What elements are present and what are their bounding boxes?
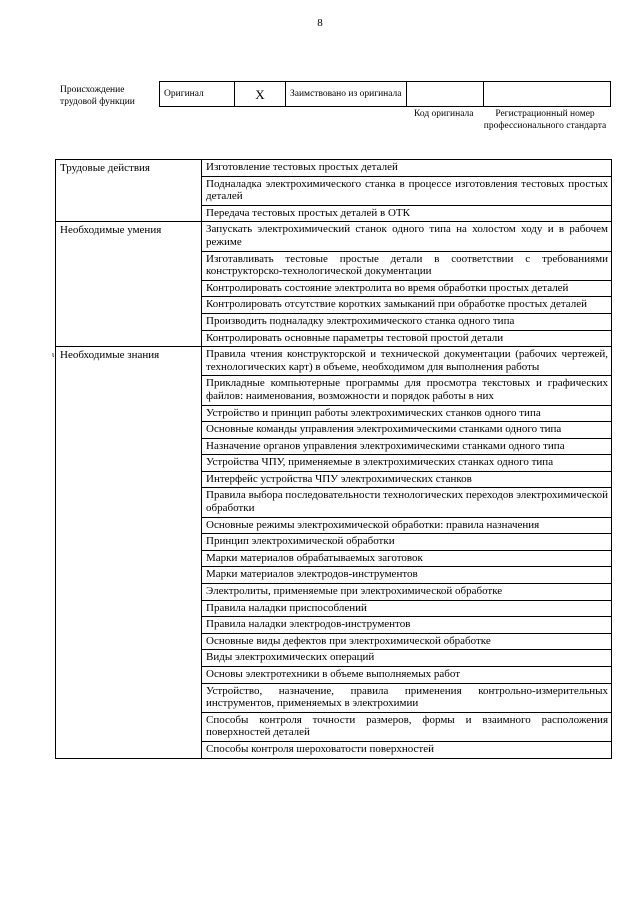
item-cell: Правила наладки приспособлений xyxy=(202,600,612,617)
table-row xyxy=(56,347,612,376)
item-cell: Изготавливать тестовые простые детали в соответствии с требованиями конструкторско-технологической документации xyxy=(202,251,612,280)
item-cell: Интерфейс устройства ЧПУ электрохимических станков xyxy=(202,471,612,488)
item-cell: Марки материалов обрабатываемых заготовок xyxy=(202,550,612,567)
labor-function-table xyxy=(55,159,612,759)
page-number: 8 xyxy=(317,17,323,29)
item-cell: Подналадка электрохимического станка в процессе изготовления тестовых простых деталей xyxy=(202,176,612,205)
borrowed-cell: Заимствовано из оригинала xyxy=(286,82,407,107)
item-cell: Контролировать состояние электролита во время обработки простых деталей xyxy=(202,280,612,297)
reg-number-cell xyxy=(484,82,611,107)
item-cell: Основные режимы электрохимической обработки: правила назначения xyxy=(202,517,612,534)
item-cell: Запускать электрохимический станок одного типа на холостом ходу и в рабочем режиме xyxy=(202,222,612,251)
code-caption: Код оригинала xyxy=(414,109,474,119)
origin-label: Происхождение трудовой функции xyxy=(60,85,135,107)
code-cell xyxy=(407,82,484,107)
item-cell: Принцип электрохимической обработки xyxy=(202,534,612,551)
item-cell: Назначение органов управления электрохимическими станками одного типа xyxy=(202,438,612,455)
item-cell: Прикладные компьютерные программы для просмотра текстовых и графических файлов: наименования, возможности и порядок работы в них xyxy=(202,376,612,405)
item-cell: Основные команды управления электрохимическими станками одного типа xyxy=(202,422,612,439)
category-cell: Трудовые действия xyxy=(56,160,202,222)
reg-number-caption: Регистрационный номер профессионального стандарта xyxy=(483,109,607,131)
category-cell: Необходимые умения xyxy=(56,222,202,347)
item-cell: Устройство и принцип работы электрохимических станков одного типа xyxy=(202,405,612,422)
item-cell: Способы контроля точности размеров, формы и взаимного расположения поверхностей деталей xyxy=(202,712,612,741)
item-cell: Марки материалов электродов-инструментов xyxy=(202,567,612,584)
table-row xyxy=(56,160,612,177)
item-cell: Изготовление тестовых простых деталей xyxy=(202,160,612,177)
margin-mark: ι xyxy=(52,350,55,359)
item-cell: Основные виды дефектов при электрохимической обработке xyxy=(202,633,612,650)
item-cell: Виды электрохимических операций xyxy=(202,650,612,667)
item-cell: Способы контроля шероховатости поверхностей xyxy=(202,741,612,758)
item-cell: Контролировать отсутствие коротких замыканий при обработке простых деталей xyxy=(202,297,612,314)
table-row xyxy=(56,222,612,251)
item-cell: Устройство, назначение, правила применения контрольно-измерительных инструментов, применяемых в электрохимии xyxy=(202,683,612,712)
item-cell: Правила выбора последовательности технологических переходов электрохимической обработки xyxy=(202,488,612,517)
item-cell: Контролировать основные параметры тестовой простой детали xyxy=(202,330,612,347)
item-cell: Основы электротехники в объеме выполняемых работ xyxy=(202,667,612,684)
item-cell: Электролиты, применяемые при электрохимической обработке xyxy=(202,584,612,601)
item-cell: Устройства ЧПУ, применяемые в электрохимических станках одного типа xyxy=(202,455,612,472)
original-mark: X xyxy=(235,82,286,107)
original-cell: Оригинал xyxy=(160,82,235,107)
origin-table xyxy=(159,81,611,107)
item-cell: Правила наладки электродов-инструментов xyxy=(202,617,612,634)
item-cell: Производить подналадку электрохимического станка одного типа xyxy=(202,313,612,330)
item-cell: Передача тестовых простых деталей в ОТК xyxy=(202,205,612,222)
item-cell: Правила чтения конструкторской и технической документации (рабочих чертежей, технологических карт) в объеме, необходимом для выполнения работы xyxy=(202,347,612,376)
category-cell: Необходимые знания xyxy=(56,347,202,758)
